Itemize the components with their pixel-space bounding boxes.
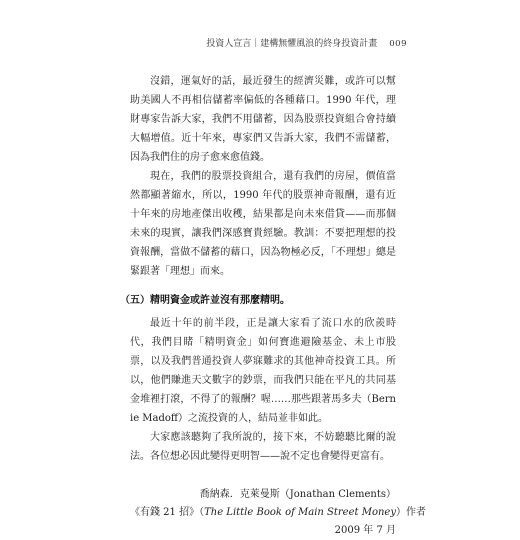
paragraph: 現在，我們的股票投資組合，還有我們的房屋，價值當然都顯著縮水，所以，1990 年代的股票神奇報酬，還有近十年來的房地產傑出收穫，結果都是向未來借貸——而那個未來的現實，讓我們深感寶貴經驗。教訓：不要把理想的投資報酬，當做不儲蓄的藉口，因為物極必反，「不理想」總是緊跟著「理想」而來。: [130, 171, 396, 277]
running-header: [206, 36, 407, 49]
paragraph: 最近十年的前半段，正是讓大家看了流口水的欣羨時代，我們目睹「精明資金」如何寶進避險基金、未上市股票，以及我們普通投資人夢寐難求的其他神奇投資工具。所以，他們賺進天文數字的鈔票，而我們只能在平凡的共同基金堆裡打滾，不得了的報酬？喔……那些跟著馬多夫（Bernie Madoff）之流投資的人，結局並非如此。: [130, 318, 396, 424]
signature-date: 2009 年 7 月: [334, 525, 396, 536]
signature-role-suffix: ）作者: [395, 507, 426, 518]
signature-block: [130, 486, 426, 540]
paragraph: 沒錯，運氣好的話，最近發生的經濟災難，或許可以幫助美國人不再相信儲蓄率偏低的各種藉口。1990 年代，理財專家告訴大家，我們不用儲蓄，因為股票投資組合會持續大幅增值。近十年來，專家們又告訴大家，我們不需儲蓄，因為我們住的房子愈來愈值錢。: [130, 76, 396, 163]
running-header-title: 投資人宣言｜建構無懼風浪的終身投資計畫: [206, 39, 378, 49]
signature-book: [130, 504, 426, 522]
signature-book-en: The Little Book of Main Street Money: [204, 507, 396, 518]
page-number: 009: [389, 39, 407, 49]
section-heading: （五）精明資金或許並沒有那麼精明。: [120, 295, 290, 306]
paragraph: 大家應該聽夠了我所說的，接下來，不妨聽聽比爾的說法。各位想必因此變得更明智——說不定也會變得更富有。: [130, 432, 396, 462]
body-text: [120, 72, 426, 540]
signature-book-cn: 《有錢 21 招》: [130, 507, 200, 518]
signature-role-prefix: （: [199, 507, 205, 518]
signature-author: 喬納森．克萊曼斯（Jonathan Clements）: [199, 489, 396, 500]
